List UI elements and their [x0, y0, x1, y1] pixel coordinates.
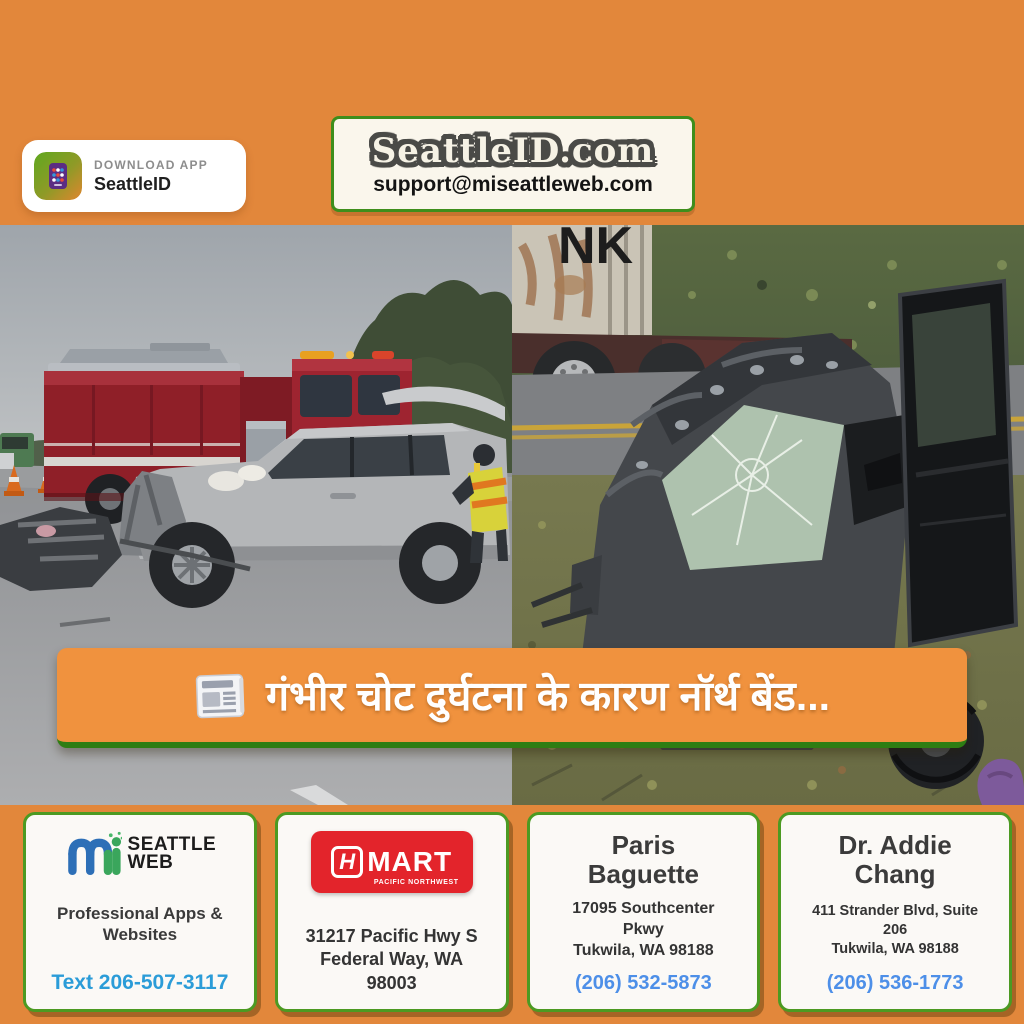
- download-app-label: DOWNLOAD APP: [94, 157, 208, 172]
- dr-addie-chang-address: 411 Strander Blvd, Suite 206 Tukwila, WA 98188: [812, 903, 979, 958]
- sponsor-row: [0, 812, 1024, 1012]
- headline-text: गंभीर चोट दुर्घटना के कारण नॉर्थ बेंड...: [265, 673, 831, 719]
- paris-baguette-address: 17095 Southcenter Pkwy Tukwila, WA 98188: [572, 900, 715, 959]
- download-app-badge[interactable]: [22, 140, 246, 212]
- sponsor-card-seattle-web[interactable]: [23, 812, 257, 1012]
- sponsor-card-dr-addie-chang[interactable]: [778, 812, 1012, 1012]
- sponsor-card-paris-baguette[interactable]: [527, 812, 761, 1012]
- site-title: SeattleID.com: [371, 131, 655, 171]
- seattle-web-word2: WEB: [127, 852, 174, 873]
- support-email[interactable]: support@miseattleweb.com: [373, 173, 653, 196]
- hmart-logo: [311, 831, 473, 893]
- sponsor-card-hmart[interactable]: [275, 812, 509, 1012]
- seattle-web-word1: SEATTLE: [127, 833, 217, 855]
- paris-baguette-title: Paris Baguette: [587, 830, 699, 890]
- seattle-web-logo: [64, 831, 217, 877]
- app-name: SeattleID: [94, 173, 172, 194]
- hmart-wordmark: MART: [367, 846, 453, 877]
- hmart-region-label: PACIFIC NORTHWEST: [373, 879, 459, 886]
- seattle-web-phone[interactable]: Text 206-507-3117: [51, 971, 229, 994]
- hmart-h-icon: H: [331, 846, 363, 878]
- seattleid-app-icon: [34, 152, 82, 200]
- paris-baguette-phone[interactable]: (206) 532-5873: [574, 971, 712, 994]
- hmart-address: 31217 Pacific Hwy S Federal Way, WA 98003: [305, 925, 478, 993]
- distant-vehicles: [0, 433, 34, 469]
- seattle-web-tagline: Professional Apps & Websites: [57, 903, 223, 944]
- dr-addie-chang-title: Dr. Addie Chang: [838, 830, 952, 890]
- truck-container-text: NK: [558, 225, 634, 275]
- headline-banner: [57, 648, 967, 748]
- newspaper-icon: [193, 667, 249, 723]
- dr-addie-chang-phone[interactable]: (206) 536-1773: [826, 972, 964, 994]
- mi-logo-icon: [64, 831, 122, 877]
- site-contact-box: [331, 116, 695, 212]
